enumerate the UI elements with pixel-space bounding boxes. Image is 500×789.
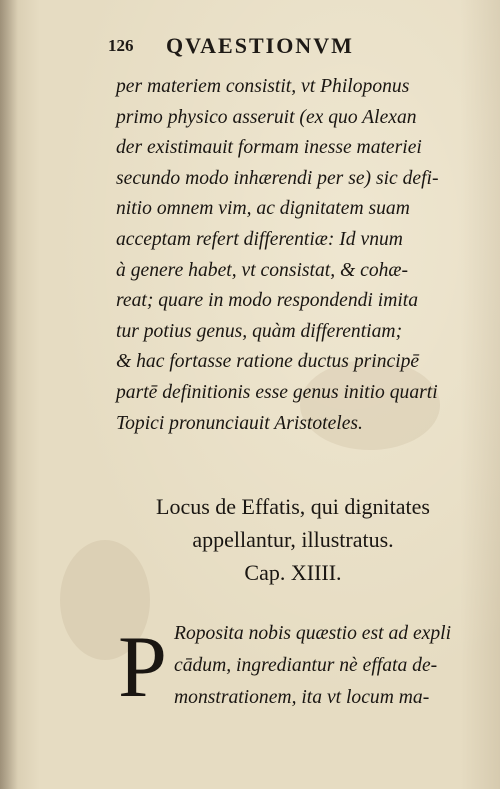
text-line: partē definitionis esse genus initio quarti (116, 381, 438, 403)
text-line: Roposita nobis quæstio est ad expli (174, 623, 452, 644)
heading-line: appellantur, illustratus. (192, 527, 394, 552)
text-line: acceptam refert differentiæ: Id vnum (116, 228, 403, 250)
text-line: primo physico asseruit (ex quo Alexan (116, 106, 417, 128)
body-paragraph (116, 72, 486, 439)
text-line: reat; quare in modo respondendi imita (116, 290, 419, 312)
chapter-paragraph (174, 618, 494, 714)
drop-capital: P (118, 619, 167, 716)
page-number: 126 (108, 36, 134, 55)
text-line: nitio omnem vim, ac dignitatem suam (116, 198, 410, 220)
text-line: cādum, ingrediantur nè effata de- (174, 655, 438, 676)
heading-line: Locus de Effatis, qui dignitates (156, 494, 430, 519)
chapter-number: Cap. XIIII. (244, 560, 342, 585)
chapter-heading (108, 490, 478, 589)
text-line: & hac fortasse ratione ductus principē (116, 351, 420, 373)
text-line: tur potius genus, quàm differentiam; (116, 320, 403, 342)
text-line: der existimauit formam inesse materiei (116, 137, 422, 159)
text-line: monstrationem, ita vt locum ma- (174, 687, 430, 708)
text-line: secundo modo inhærendi per se) sic defi- (116, 167, 439, 189)
text-line: per materiem consistit, vt Philoponus (116, 76, 410, 97)
spine-shadow (0, 0, 18, 789)
page-header (108, 26, 468, 58)
running-title: QVAESTIONVM (166, 33, 354, 58)
text-line: à genere habet, vt consistat, & cohæ- (116, 259, 409, 281)
text-line: Topici pronunciauit Aristoteles. (116, 412, 363, 434)
